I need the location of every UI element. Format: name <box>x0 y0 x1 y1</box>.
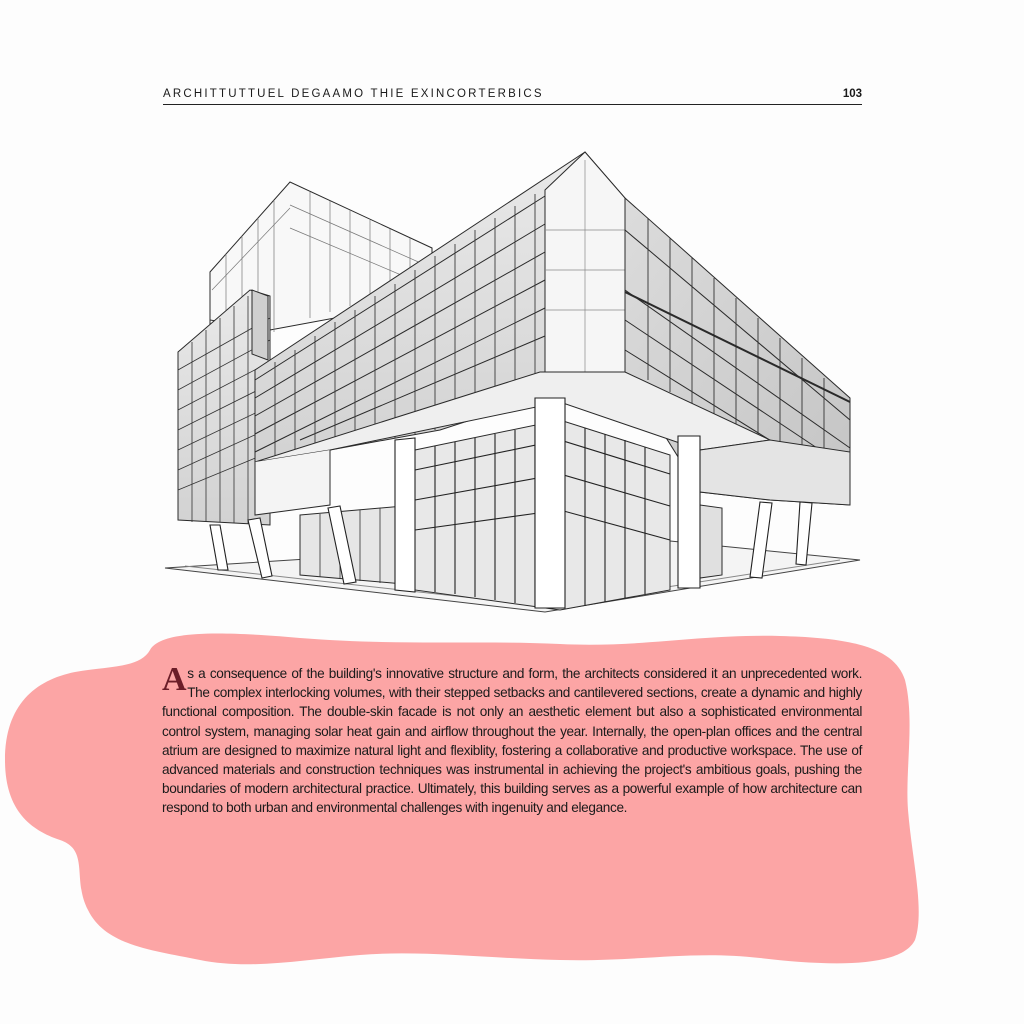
drop-cap: A <box>162 661 187 698</box>
body-paragraph <box>162 661 862 818</box>
paragraph-text: s a consequence of the building's innovative structure and form, the architects considered it an unprecedented work. The complex interlocking volumes, with their stepped setbacks and cantilevered sections, create a dynamic and highly functional composition. The double-skin facade is not only an aesthetic element but also a sophisticated environmental control system, managing solar heat gain and airflow throughout the year. Internally, the open-plan offices and the central atrium are designed to maximize natural light and flexiblity, fostering a collaborative and productive workspace. The use of advanced materials and construction techniques was instrumental in achieving the project's ambitious goals, pushing the boundaries of modern architectural practice. Ultimately, this building serves as a powerful example of how architecture can respond to both urban and environmental challenges with ingenuity and elegance. <box>162 666 862 816</box>
running-title: ARCHITTUTTUEL DEGAAMO THIE EXINCORTERBICS <box>163 88 544 100</box>
page-number: 103 <box>842 88 862 100</box>
